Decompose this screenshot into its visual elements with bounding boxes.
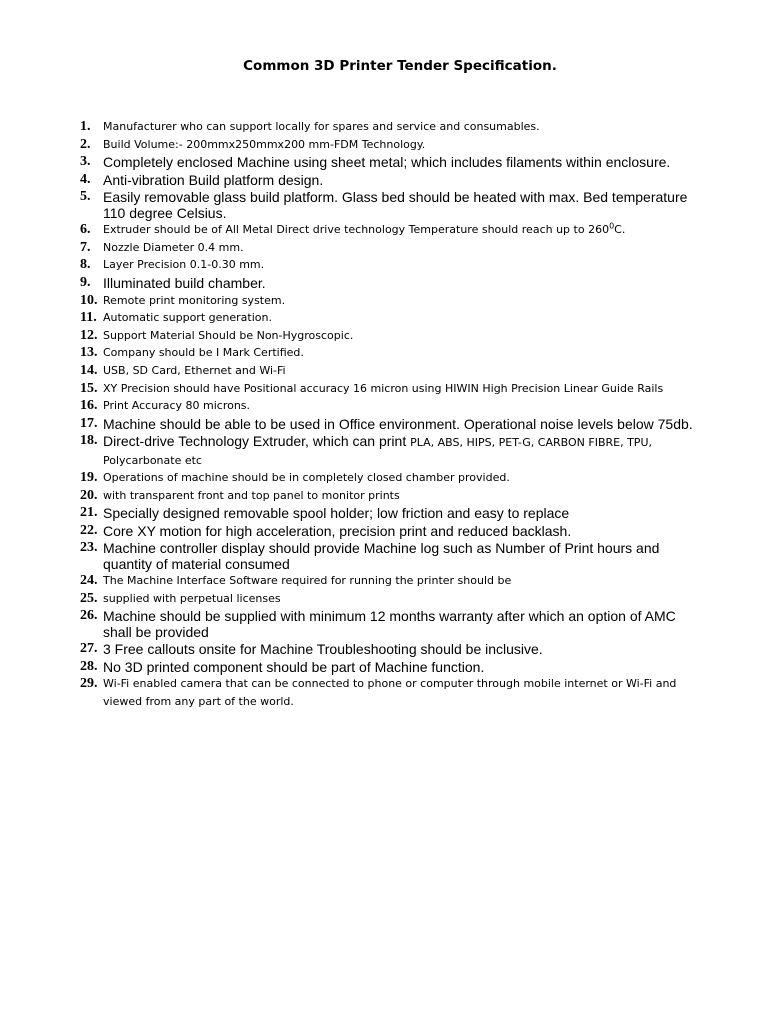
item-text-main: Extruder should be of All Metal Direct drive technology Temperature should reach up to 260 [103,223,610,237]
list-item [80,539,700,572]
degree-superscript: 0 [609,221,615,231]
list-item [80,292,700,310]
item-text: supplied with perpetual licenses [103,591,281,605]
list-item [80,221,700,239]
item-text: Company should be I Mark Certified. [103,346,304,360]
item-text: Easily removable glass build platform. Glass bed should be heated with max. Bed temperature 110 degree Celsius. [103,189,688,222]
list-item [80,590,700,608]
item-text-unit: C. [614,223,626,237]
item-number: 14. [80,362,98,378]
list-item [80,415,700,433]
list-item [80,188,700,221]
item-text: Specially designed removable spool holder; low friction and easy to replace [103,505,570,522]
item-number: 29. [80,676,98,692]
list-item [80,344,700,362]
specification-list [80,118,700,711]
list-item [80,362,700,380]
list-item [80,380,700,398]
item-number: 19. [80,470,98,486]
list-item [80,640,700,658]
list-item [80,522,700,540]
item-text: Operations of machine should be in completely closed chamber provided. [103,471,510,485]
list-item [80,153,700,171]
item-text: Remote print monitoring system. [103,293,286,307]
item-number: 1. [80,119,91,134]
list-item [80,607,700,640]
item-text: USB, SD Card, Ethernet and Wi-Fi [103,363,286,377]
item-text: Machine should be able to be used in Office environment. Operational noise levels below 75db. [103,415,693,432]
item-number: 13. [80,345,98,361]
item-number: 8. [80,257,91,273]
item-number: 6. [80,222,91,238]
list-item [80,397,700,415]
item-text: Completely enclosed Machine using sheet metal; which includes filaments within enclosure. [103,153,671,170]
item-text: Support Material Should be Non-Hygroscopic. [103,328,354,342]
item-number: 11. [80,310,97,326]
item-number: 9. [80,274,91,290]
item-number: 5. [80,189,91,205]
item-number: 25. [80,590,98,606]
list-item [80,504,700,522]
item-number: 26. [80,608,98,624]
material-list: PLA, ABS, HIPS, PET-G, CARBON FIBRE, TPU, Polycarbonate etc [103,436,652,468]
item-number: 2. [80,136,91,152]
list-item [80,274,700,292]
item-text: Manufacturer who can support locally for spares and service and consumables. [103,120,540,133]
item-text: Machine controller display should provide Machine log such as Number of Print hours and quantity of material consumed [103,540,660,573]
item-number: 15. [80,380,98,396]
item-text-main: Direct-drive Technology Extruder, which can print [103,433,411,450]
item-text [103,432,700,469]
item-number: 3. [80,154,91,170]
item-number: 21. [80,505,98,521]
item-text: Anti-vibration Build platform design. [103,171,324,188]
item-number: 24. [80,573,98,589]
list-item [80,309,700,327]
list-item [80,469,700,487]
item-text: Print Accuracy 80 microns. [103,399,251,413]
list-item [80,658,700,676]
list-item [80,171,700,189]
list-item [80,487,700,505]
item-number: 16. [80,398,98,414]
item-text: Core XY motion for high acceleration, precision print and reduced backlash. [103,522,572,539]
list-item [80,572,700,590]
item-text: Machine should be supplied with minimum 12 months warranty after which an option of AMC shall be provided [103,608,676,641]
item-number: 18. [80,433,98,449]
list-item [80,118,700,136]
item-text: The Machine Interface Software required for running the printer should be [103,574,512,588]
item-text: with transparent front and top panel to monitor prints [103,488,400,502]
item-text: Nozzle Diameter 0.4 mm. [103,240,244,254]
item-text: Illuminated build chamber. [103,274,266,291]
item-number: 12. [80,327,98,343]
item-text: Wi-Fi enabled camera that can be connected to phone or computer through mobile internet or Wi-Fi and viewed from any part of the world. [103,677,677,709]
item-number: 23. [80,540,98,556]
item-text: Layer Precision 0.1-0.30 mm. [103,258,265,272]
item-number: 20. [80,487,98,503]
item-number: 27. [80,641,98,657]
item-text: XY Precision should have Positional accuracy 16 micron using HIWIN High Precision Linear Guide Rails [103,381,664,395]
item-text: 3 Free callouts onsite for Machine Troubleshooting should be inclusive. [103,641,543,658]
item-number: 10. [80,292,98,308]
document-title: Common 3D Printer Tender Specification. [243,58,557,74]
item-number: 22. [80,522,98,538]
list-item [80,432,700,469]
list-item [80,256,700,274]
item-number: 17. [80,415,98,431]
list-item [80,675,700,710]
list-item [80,239,700,257]
list-item [80,136,700,154]
item-text: Automatic support generation. [103,311,272,325]
item-text: No 3D printed component should be part of Machine function. [103,658,485,675]
item-number: 28. [80,658,98,674]
item-text: Build Volume:- 200mmx250mmx200 mm-FDM Technology. [103,137,426,151]
item-number: 4. [80,171,91,187]
item-text [103,221,700,239]
list-item [80,327,700,345]
item-number: 7. [80,239,91,255]
